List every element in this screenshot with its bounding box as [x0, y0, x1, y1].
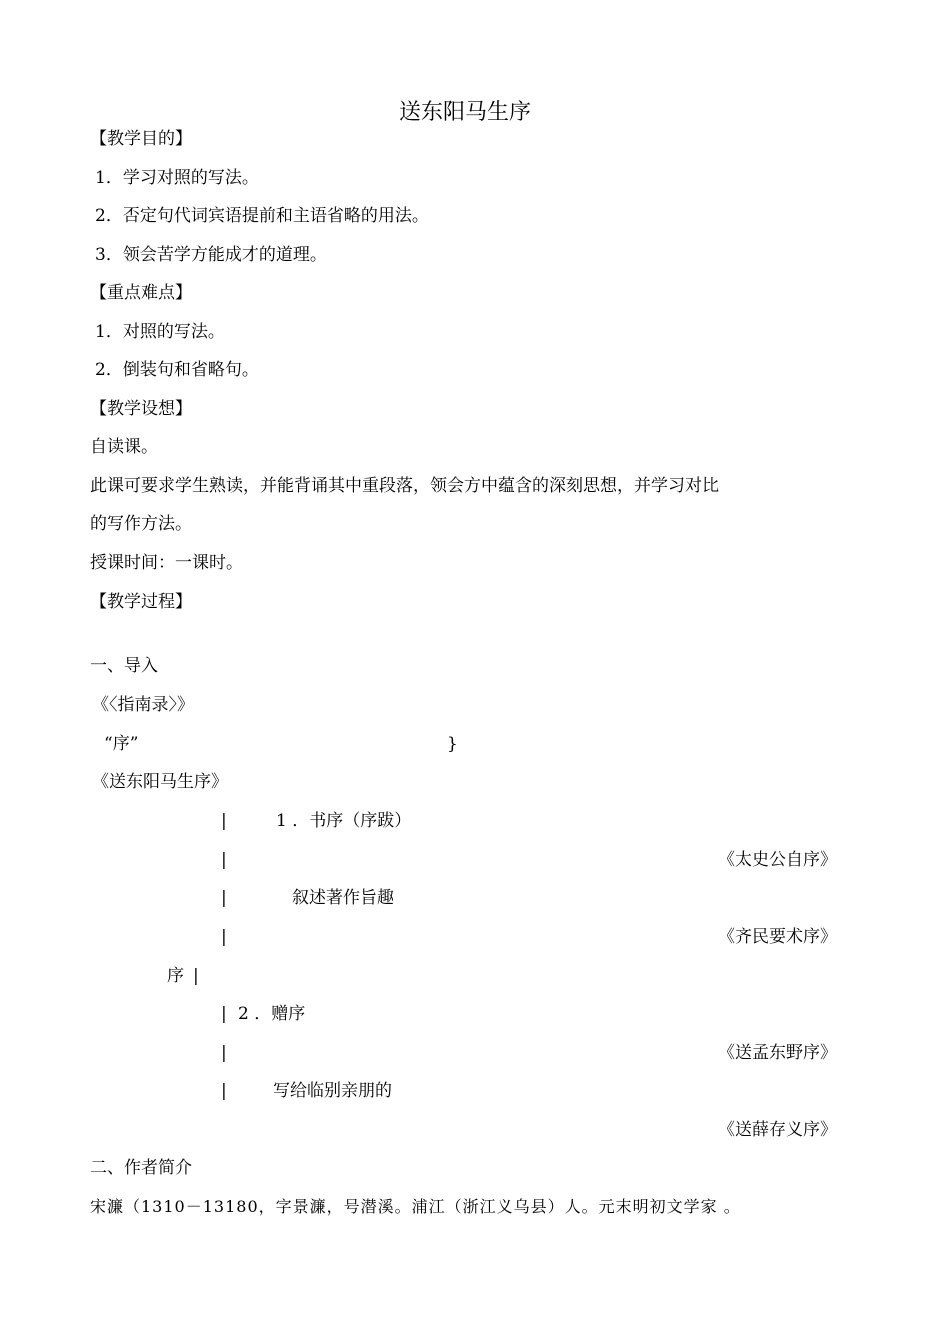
objective-item: 3．领会苦学方能成才的道理。: [95, 245, 327, 265]
design-text: 的写作方法。: [90, 514, 192, 534]
diagram-root: 序: [167, 966, 184, 986]
diagram-bar: |: [221, 927, 227, 947]
objective-item: 1．学习对照的写法。: [95, 168, 259, 188]
intro-brace: }: [447, 734, 458, 754]
diagram-item: 1 ．书序（序跋）: [276, 811, 412, 831]
key-point-item: 2．倒装句和省略句。: [95, 360, 259, 380]
section-heading-key-points: 【重点难点】: [90, 283, 192, 303]
intro-heading: 一、导入: [90, 656, 158, 676]
diagram-bar: |: [221, 1081, 227, 1101]
design-text: 自读课。: [90, 437, 158, 457]
intro-line: 《送东阳马生序》: [92, 772, 228, 792]
diagram-example: 《送孟东野序》: [718, 1043, 837, 1063]
intro-line: “序”: [104, 734, 139, 754]
section-heading-objectives: 【教学目的】: [90, 129, 192, 149]
section-heading-design: 【教学设想】: [90, 399, 192, 419]
diagram-bar: |: [221, 1004, 227, 1024]
intro-line: 《〈指南录〉》: [92, 695, 194, 715]
diagram-bar: |: [221, 1043, 227, 1063]
diagram-bar: |: [221, 811, 227, 831]
diagram-bar: |: [221, 888, 227, 908]
design-text: 此课可要求学生熟读，并能背诵其中重段落，领会方中蕴含的深刻思想，并学习对比: [90, 476, 719, 496]
author-heading: 二、作者简介: [90, 1158, 192, 1178]
section-heading-process: 【教学过程】: [90, 592, 192, 612]
design-text: 授课时间：一课时。: [90, 553, 243, 573]
diagram-desc: 写给临别亲朋的: [273, 1081, 392, 1101]
diagram-bar: |: [193, 966, 199, 986]
diagram-item: 2 ．赠序: [238, 1004, 306, 1024]
diagram-example: 《送薛存义序》: [718, 1120, 837, 1140]
diagram-bar: |: [221, 850, 227, 870]
key-point-item: 1．对照的写法。: [95, 322, 225, 342]
diagram-example: 《太史公自序》: [718, 850, 837, 870]
diagram-desc: 叙述著作旨趣: [292, 888, 394, 908]
author-text: 宋濂（1310－13180，字景濂，号潜溪。浦江（浙江义乌县）人。元末明初文学家 。: [90, 1197, 741, 1216]
page-title: 送东阳马生序: [399, 100, 532, 125]
diagram-example: 《齐民要术序》: [718, 927, 837, 947]
objective-item: 2．否定句代词宾语提前和主语省略的用法。: [95, 206, 429, 226]
